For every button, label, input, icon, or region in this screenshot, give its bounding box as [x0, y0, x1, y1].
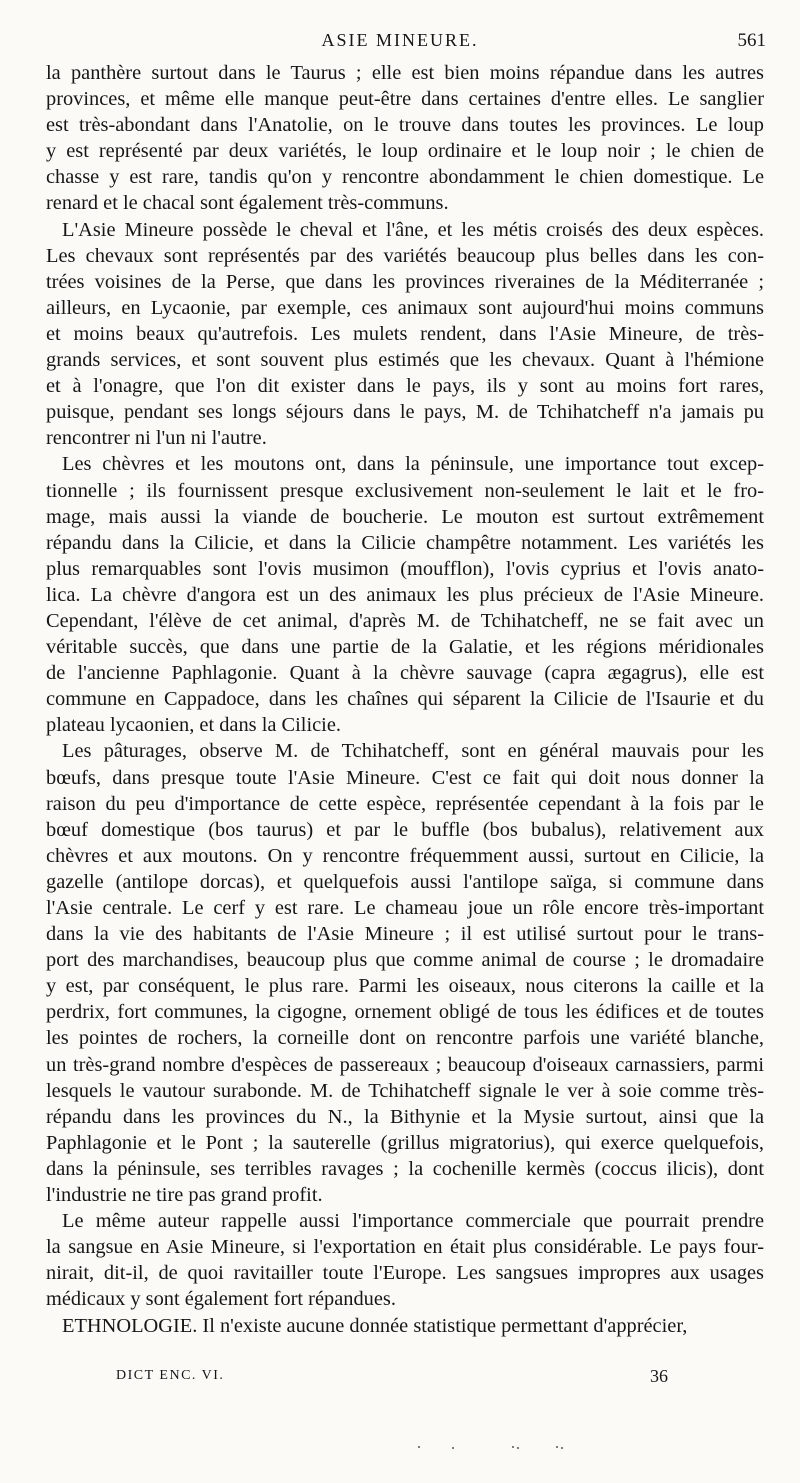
paper-specks: [0, 1444, 800, 1454]
text-line: et à l'onagre, que l'on dit exister dans le pays, ils y sont au moins fort rares,: [46, 375, 764, 398]
text-line: mage, mais aussi la viande de boucherie. Le mouton est surtout extrêmement: [46, 505, 764, 528]
speck: [561, 1447, 563, 1449]
text-line: ETHNOLOGIE. Il n'existe aucune donnée statistique permettant d'apprécier,: [62, 1314, 688, 1337]
body-text: [46, 60, 764, 1339]
text-line: l'industrie ne tire pas grand profit.: [46, 1184, 323, 1207]
text-line: puisque, pendant ses longs séjours dans le pays, M. de Tchihatcheff n'a jamais pu: [46, 401, 764, 424]
text-line: lesquels le vautour surabonde. M. de Tchihatcheff signale le ver à soie comme très-: [46, 1079, 764, 1102]
running-title: ASIE MINEURE.: [321, 30, 479, 50]
text-line: tionnelle ; ils fournissent presque exclusivement non-seulement le lait et le fro-: [46, 479, 764, 502]
text-line: Les chèvres et les moutons ont, dans la péninsule, une importance tout excep-: [62, 453, 764, 476]
text-line: et moins beaux qu'autrefois. Les mulets rendent, dans l'Asie Mineure, de très-: [46, 322, 764, 345]
text-line: grands services, et sont souvent plus estimés que les chevaux. Quant à l'hémione: [46, 349, 764, 372]
page-number: 561: [737, 30, 766, 51]
text-line: L'Asie Mineure possède le cheval et l'âne, et les métis croisés des deux espèces.: [62, 218, 764, 241]
text-line: Les chevaux sont représentés par des variétés beaucoup plus belles dans les con-: [46, 244, 764, 267]
text-line: renard et le chacal sont également très-communs.: [46, 192, 449, 215]
text-line: répandu dans la Cilicie, et dans la Cilicie champêtre notamment. Les variétés les: [46, 531, 764, 554]
text-line: véritable succès, que dans une partie de la Galatie, et les régions méridionales: [46, 636, 764, 659]
page-header: [0, 28, 800, 54]
speck: [418, 1446, 420, 1448]
text-line: raison du peu d'importance de cette espèce, représentée cependant à la fois par le: [46, 792, 764, 815]
text-line: bœuf domestique (bos taurus) et par le buffle (bos bubalus), relativement aux: [46, 818, 764, 841]
text-line: les pointes de rochers, la corneille dont on rencontre parfois une variété blanche,: [46, 1027, 764, 1050]
text-line: chèvres et aux moutons. On y rencontre fréquemment aussi, surtout en Cilicie, la: [46, 844, 764, 867]
speck: [517, 1447, 519, 1449]
text-line: répandu dans les provinces du N., la Bithynie et la Mysie surtout, ainsi que la: [46, 1105, 764, 1128]
text-line: trées voisines de la Perse, que dans les provinces riveraines de la Méditerranée ;: [46, 270, 764, 293]
text-line: est très-abondant dans l'Anatolie, on le trouve dans toutes les provinces. Le loup: [46, 114, 764, 137]
text-line: perdrix, fort communes, la cigogne, ornement obligé de tous les édifices et de toutes: [46, 1001, 764, 1024]
text-line: y est, par conséquent, le plus rare. Parmi les oiseaux, nous citerons la caille et la: [46, 975, 764, 998]
text-line: dans la péninsule, ses terribles ravages ; la cochenille kermès (coccus ilicis), dont: [46, 1157, 764, 1180]
text-line: commune en Cappadoce, dans les chaînes qui séparent la Cilicie de l'Isaurie et du: [46, 688, 764, 711]
text-line: de l'ancienne Paphlagonie. Quant à la chèvre sauvage (capra ægagrus), elle est: [46, 662, 764, 685]
text-line: lica. La chèvre d'angora est un des animaux les plus précieux de l'Asie Mineure.: [46, 583, 764, 606]
text-line: chasse y est rare, tandis qu'on y rencontre abondamment le chien domestique. Le: [46, 166, 764, 189]
text-line: provinces, et même elle manque peut-être dans certaines d'entre elles. Le sanglier: [46, 88, 764, 111]
text-line: la sangsue en Asie Mineure, si l'exportation en était plus considérable. Le pays four-: [46, 1236, 764, 1259]
page-footer: [0, 1364, 800, 1388]
text-line: Les pâturages, observe M. de Tchihatcheff, sont en général mauvais pour les: [62, 740, 764, 763]
text-line: la panthère surtout dans le Taurus ; elle est bien moins répandue dans les autres: [46, 62, 764, 84]
text-line: rencontrer ni l'un ni l'autre.: [46, 427, 267, 450]
text-line: plateau lycaonien, et dans la Cilicie.: [46, 714, 341, 737]
speck: [556, 1446, 558, 1448]
text-line: Cependant, l'élève de cet animal, d'après M. de Tchihatcheff, ne se fait avec un: [46, 609, 764, 632]
text-line: port des marchandises, beaucoup plus que comme animal de course ; le dromadaire: [46, 949, 764, 972]
text-line: ailleurs, en Lycaonie, par exemple, ces animaux sont aujourd'hui moins communs: [46, 296, 764, 319]
speck: [452, 1447, 454, 1449]
text-line: médicaux y sont également fort répandues.: [46, 1288, 396, 1311]
text-line: gazelle (antilope dorcas), et quelquefois aussi l'antilope saïga, si commune dans: [46, 870, 764, 893]
text-line: nirait, dit-il, de quoi ravitailler toute l'Europe. Les sangsues impropres aux usages: [46, 1262, 764, 1285]
text-line: dans la vie des habitants de l'Asie Mineure ; il est utilisé surtout pour le trans-: [46, 923, 764, 946]
speck: [512, 1446, 514, 1448]
text-line: un très-grand nombre d'espèces de passereaux ; beaucoup d'oiseaux carnassiers, parmi: [46, 1053, 764, 1076]
sheet-number: 36: [650, 1366, 668, 1386]
text-line: Paphlagonie et le Pont ; la sauterelle (grillus migratorius), qui exerce quelquefois,: [46, 1131, 764, 1154]
text-line: l'Asie centrale. Le cerf y est rare. Le chameau joue un rôle encore très-important: [46, 897, 764, 919]
text-line: plus remarquables sont l'ovis musimon (moufflon), l'ovis cyprius et l'ovis anato-: [46, 557, 764, 580]
text-line: bœufs, dans presque toute l'Asie Mineure. C'est ce fait qui doit nous donner la: [46, 766, 764, 789]
printer-signature: DICT ENC. VI.: [116, 1368, 225, 1383]
text-line: y est représenté par deux variétés, le loup ordinaire et le loup noir ; le chien de: [46, 140, 764, 163]
text-line: Le même auteur rappelle aussi l'importance commerciale que pourrait prendre: [62, 1210, 764, 1233]
